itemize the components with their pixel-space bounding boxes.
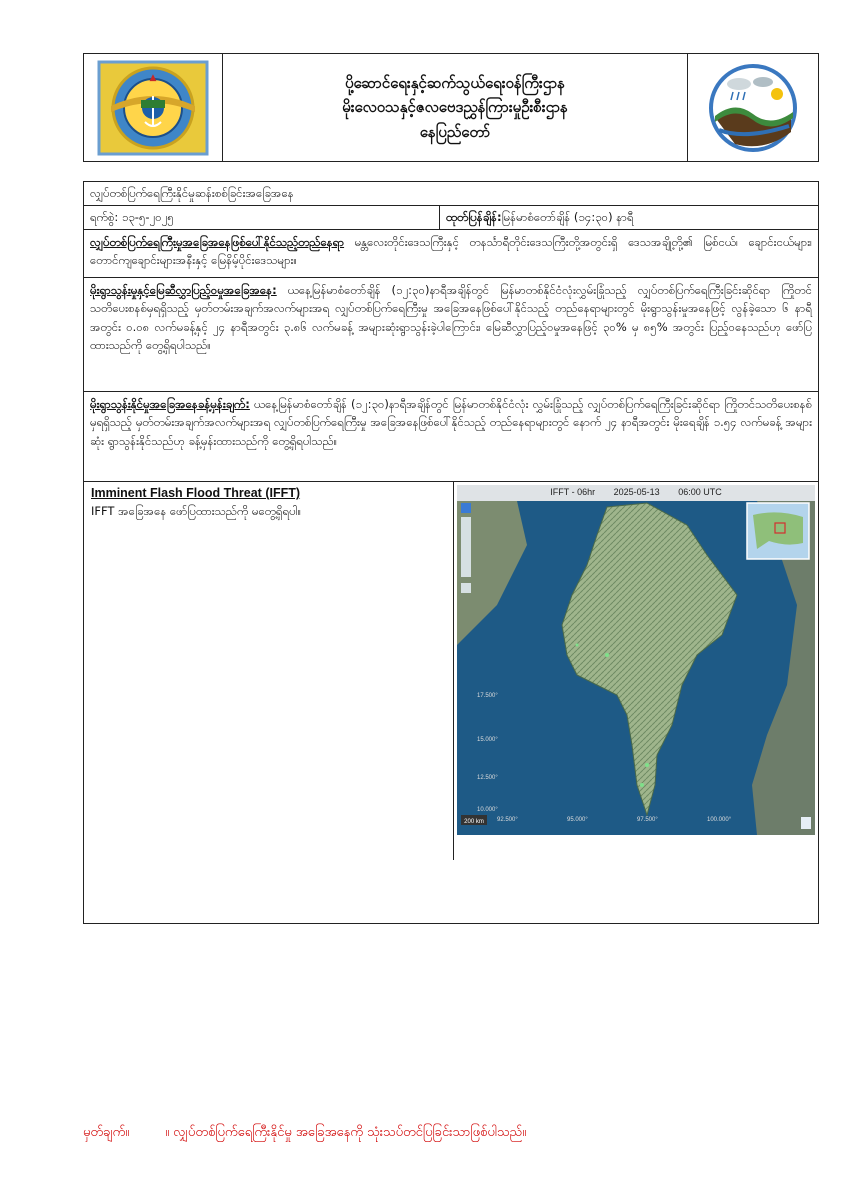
note-text: ။ လျှပ်တစ်ပြက်ရေကြီးနိုင်မှု အခြေအနေကို သုံးသပ်တင်ပြခြင်းသာဖြစ်ပါသည်။ bbox=[165, 1125, 527, 1140]
water-cycle-logo-icon bbox=[705, 60, 801, 156]
threat-area-label: လျှပ်တစ်ပြက်ရေကြီးမှုအခြေအနေဖြစ်ပေါ်နိုင်သည့်တည်နေရာ bbox=[90, 235, 345, 249]
report-date: ရက်စွဲ: ၁၃-၅-၂၀၂၅ bbox=[90, 210, 174, 225]
department-name: မိုးလေဝသနှင့်ဇလဗေဒညွှန်ကြားမှုဦးစီးဌာန bbox=[342, 98, 568, 117]
rain-soil-row bbox=[84, 278, 818, 392]
map-date: 2025-05-13 bbox=[613, 487, 660, 497]
map-canvas bbox=[457, 485, 815, 835]
ministry-name: ပို့ဆောင်ရေးနှင့်ဆက်သွယ်ရေးဝန်ကြီးဌာန bbox=[345, 74, 565, 93]
lat-label: 10.000° bbox=[477, 807, 498, 813]
ifft-status-text: IFFT အခြေအနေ ဖော်ပြထားသည်ကို မတွေ့ရှိရပါ။ bbox=[91, 504, 302, 518]
threat-area-row bbox=[84, 230, 818, 278]
rain-soil-text: ယနေ့မြန်မာစံတော်ချိန် (၁၂:၃၀)နာရီအချိန်တွင် မြန်မာတစ်နိုင်ငံလုံးလွှမ်းခြုံသည့် လျှပ်တစ်ပြက်ရေကြီးခြင်းဆိုင်ရာ ကြိုတင်သတိပေးစနစ်မှရရှိသည့် မှတ်တမ်းအချက်အလက်များအရ လျှပ်တစ်ပြက်ရေကြီးမှု အခြေအနေဖြစ်ပေါ်နိုင်သည့် တည်နေရာများတွင် မိုးရွာသွန်းမှုအနေဖြင့် လွန်ခဲ့သော ၆ နာရီအတွင်း ၀.၀၈ လက်မခန့်နှင့် ၂၄ နာရီအတွင်း ၃.၈၆ လက်မခန့် အများဆုံးရွာသွန်းခဲ့ပါကြောင်း၊ မြေဆီလွှာပြည့်ဝမှုအနေဖြင့် ၃၀% မှ ၈၅% အတွင်း ပြည့်ဝနေသည်ဟု ဖော်ပြထားသည်ကို တွေ့ရှိရပါသည်။ bbox=[90, 283, 812, 353]
footer-note bbox=[83, 1124, 526, 1143]
note-label: မှတ်ချက်။ bbox=[83, 1125, 130, 1140]
city-name: နေပြည်တော် bbox=[419, 122, 491, 141]
map-time: 06:00 UTC bbox=[678, 487, 722, 497]
ifft-title: Imminent Flash Flood Threat (IFFT) bbox=[91, 486, 301, 500]
header-title-block bbox=[223, 54, 687, 161]
svg-text:▲: ▲ bbox=[149, 72, 157, 83]
lon-label: 97.500° bbox=[637, 817, 658, 823]
ifft-map-cell bbox=[454, 482, 818, 860]
lon-label: 92.500° bbox=[497, 817, 518, 823]
report-title: လျှပ်တစ်ပြက်ရေကြီးနိုင်မှုဆန်းစစ်ခြင်းအခြေအနေ bbox=[90, 186, 294, 201]
date-issue-row bbox=[84, 206, 818, 230]
issue-time-label: ထုတ်ပြန်ချိန်: bbox=[446, 210, 502, 225]
map-scale-label: 200 km bbox=[464, 819, 484, 825]
lat-label: 15.000° bbox=[477, 737, 498, 743]
dmh-logo-cell bbox=[687, 54, 818, 161]
report-table bbox=[83, 181, 819, 924]
rain-soil-label: မိုးရွာသွန်းမှုနှင့်မြေဆီလွှာပြည့်ဝမှုအခြေအနေ: bbox=[90, 283, 277, 297]
issue-time-value: မြန်မာစံတော်ချိန် (၁၄:၃၀) နာရီ bbox=[501, 210, 634, 225]
forecast-row bbox=[84, 392, 818, 482]
lon-label: 100.000° bbox=[707, 817, 732, 823]
forecast-label: မိုးရွာသွန်းနိုင်မှုအခြေအနေခန့်မှန်းချက်: bbox=[90, 397, 250, 411]
ifft-section bbox=[84, 482, 818, 860]
report-title-row bbox=[84, 182, 818, 206]
lat-label: 12.500° bbox=[477, 775, 498, 781]
issue-time-cell bbox=[440, 206, 818, 229]
threat-area-text: မန္တလေးတိုင်းဒေသကြီးနှင့် တနင်္သာရီတိုင်းဒေသကြီးတို့အတွင်းရှိ ဒေသအချို့တို့၏ မြစ်ငယ်၊ ချောင်းငယ်များ၊ တောင်ကျချောင်းများအနီးနှင့် မြေနိမ့်ပိုင်းဒေသများ။ bbox=[90, 235, 812, 268]
forecast-text: ယနေ့မြန်မာစံတော်ချိန် (၁၂:၃၀)နာရီအချိန်တွင် မြန်မာတစ်နိုင်ငံလုံး လွှမ်းခြုံသည့် လျှပ်တစ်ပြက်ရေကြီးခြင်းဆိုင်ရာ ကြိုတင်သတိပေးစနစ်မှရရှိသည့် မှတ်တမ်းအချက်အလက်များအရ လျှပ်တစ်ပြက်ရေကြီးမှု အခြေအနေဖြစ်ပေါ်နိုင်သည့် တည်နေရာများတွင် နောက် ၂၄ နာရီအတွင်း မိုးရေချိန် ၁.၅၄ လက်မခန့် အများဆုံး ရွာသွန်းနိုင်သည်ဟု ခန့်မှန်းထားသည်ကို တွေ့ရှိရပါသည်။ bbox=[90, 397, 812, 448]
report-date-cell bbox=[84, 206, 440, 229]
ministry-emblem-icon bbox=[97, 60, 209, 156]
lon-label: 95.000° bbox=[567, 817, 588, 823]
header-table bbox=[83, 53, 819, 162]
lat-label: 17.500° bbox=[477, 693, 498, 699]
map-product: IFFT - 06hr bbox=[550, 487, 596, 497]
ministry-logo-cell bbox=[84, 54, 223, 161]
ifft-map[interactable] bbox=[457, 485, 815, 835]
map-title bbox=[457, 487, 815, 497]
ifft-text-cell bbox=[84, 482, 454, 860]
